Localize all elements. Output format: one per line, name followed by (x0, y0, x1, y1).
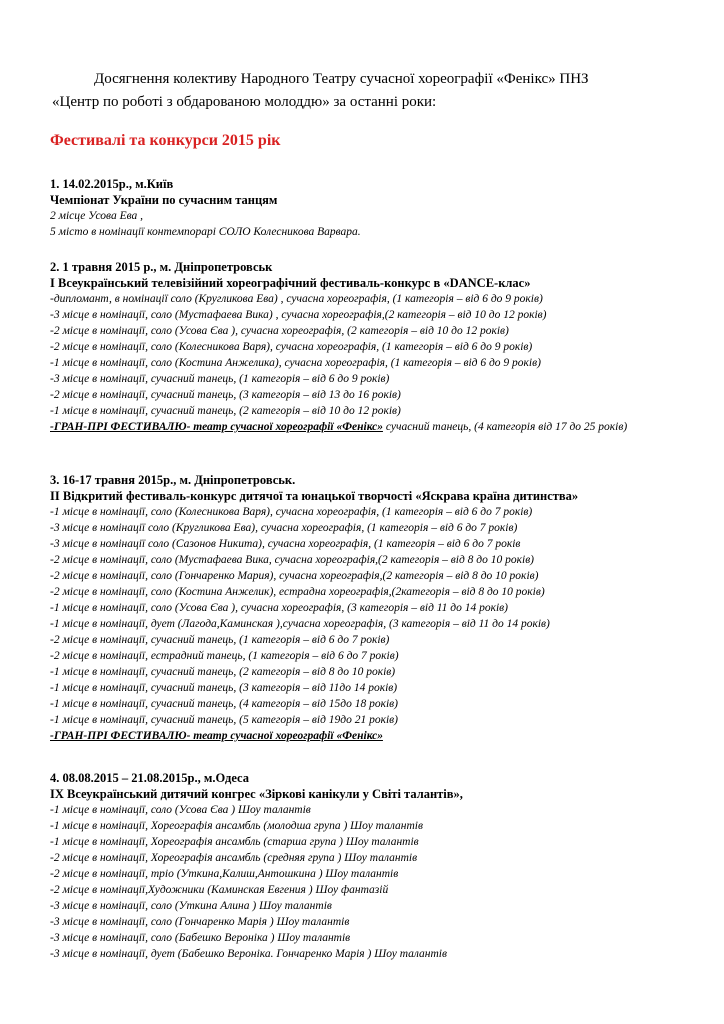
intro-line-1: Досягнення колективу Народного Театру сучасної хореографії «Фенікс» ПНЗ (94, 71, 589, 87)
event-4 (50, 770, 710, 962)
grand-prix-label: -ГРАН-ПРІ ФЕСТИВАЛЮ- театр сучасної хореографії «Фенікс» (50, 421, 383, 433)
event-header: 4. 08.08.2015 – 21.08.2015р., м.Одеса (50, 771, 249, 785)
award-line: -2 місце в номінації, сучасний танець, (3 категорія – від 13 до 16 років) (50, 389, 401, 401)
award-line: -3 місце в номінації соло (Сазонов Никита), сучасна хореографія, (1 категорія – від 6 до 7 років (50, 538, 521, 550)
award-line: -2 місце в номінації, сучасний танець, (1 категорія – від 6 до 7 років) (50, 634, 390, 646)
event-3 (50, 472, 710, 744)
award-line: 2 місце Усова Ева , (50, 210, 144, 222)
grand-prix-line (50, 419, 710, 435)
event-1 (50, 176, 710, 240)
award-line: -2 місце в номінації, соло (Гончаренко Мария), сучасна хореографія,(2 категорія – від 8 до 10 років) (50, 570, 539, 582)
award-line: -3 місце в номінації, дует (Бабешко Вероніка. Гончаренко Марія ) Шоу талантів (50, 948, 447, 960)
award-line: -1 місце в номінації, соло (Костина Анжелика), сучасна хореографія, (1 категорія – від 6 до 9 років) (50, 357, 541, 369)
grand-prix-label: -ГРАН-ПРІ ФЕСТИВАЛЮ- театр сучасної хореографії «Фенікс» (50, 730, 383, 742)
award-line: -3 місце в номінації, сучасний танець, (1 категорія – від 6 до 9 років) (50, 373, 390, 385)
award-line: -дипломант, в номінації соло (Кругликова Ева) , сучасна хореографія, (1 категорія – від 6 до 9 років) (50, 293, 543, 305)
award-line: -1 місце в номінації, сучасний танець, (2 категорія – від 10 до 12 років) (50, 405, 401, 417)
award-line: -1 місце в номінації, соло (Колесникова Варя), сучасна хореографія, (1 категорія – від 6 до 7 років) (50, 506, 533, 518)
grand-prix-line (50, 728, 710, 744)
grand-prix-detail: сучасний танець, (4 категорія від 17 до 25 років) (382, 421, 628, 433)
award-line: -1 місце в номінації, соло (Усова Єва ) Шоу талантів (50, 804, 311, 816)
award-line: -1 місце в номінації, сучасний танець, (3 категорія – від 11до 14 років) (50, 682, 398, 694)
award-line: -1 місце в номінації, сучасний танець, (5 категорія – від 19до 21 років) (50, 714, 398, 726)
award-line: -3 місце в номінації, соло (Уткина Алина ) Шоу талантів (50, 900, 332, 912)
award-line: -1 місце в номінації, Хореографія ансамбль (молодша група ) Шоу талантів (50, 820, 423, 832)
award-line: -2 місце в номінації,Художники (Каминская Евгения ) Шоу фантазій (50, 884, 389, 896)
award-line: -1 місце в номінації, соло (Усова Єва ), сучасна хореографія, (3 категорія – від 11 до 14 років) (50, 602, 508, 614)
event-header: 1. 14.02.2015р., м.Київ (50, 177, 174, 191)
award-line: -2 місце в номінації, соло (Мустафаева Вика, сучасна хореографія,(2 категорія – від 8 до 10 років) (50, 554, 535, 566)
award-line: -3 місце в номінації, соло (Бабешко Вероніка ) Шоу талантів (50, 932, 351, 944)
award-line: -2 місце в номінації, Хореографія ансамбль (средняя група ) Шоу талантів (50, 852, 418, 864)
award-line: -2 місце в номінації, соло (Колесникова Варя), сучасна хореографія, (1 категорія – від 6 до 9 років) (50, 341, 533, 353)
event-title: Чемпіонат України по сучасним танцям (50, 193, 278, 207)
award-line: -1 місце в номінації, Хореографія ансамбль (старша група ) Шоу талантів (50, 836, 419, 848)
section-heading: Фестивалі та конкурси 2015 рік (50, 132, 281, 149)
event-title: IX Всеукраїнський дитячий конгрес «Зіркові канікули у Світі талантів», (50, 787, 463, 801)
intro-line-2: «Центр по роботі з обдарованою молоддю» за останні роки: (52, 94, 437, 110)
event-header: 3. 16-17 травня 2015р., м. Дніпропетровськ. (50, 473, 296, 487)
award-line: -3 місце в номінації соло (Кругликова Ева), сучасна хореографія, (1 категорія – від 6 до 7 років) (50, 522, 518, 534)
award-line: -2 місце в номінації, соло (Костина Анжелик), естрадна хореографія,(2категорія – від 8 до 10 років) (50, 586, 545, 598)
award-line: -3 місце в номінації, соло (Мустафаева Вика) , сучасна хореографія,(2 категорія – від 10 до 12 років) (50, 309, 547, 321)
award-line: -1 місце в номінації, сучасний танець, (4 категорія – від 15до 18 років) (50, 698, 398, 710)
award-line: -3 місце в номінації, соло (Гончаренко Марія ) Шоу талантів (50, 916, 350, 928)
award-line: -1 місце в номінації, дует (Лагода,Каминская ),сучасна хореографія, (3 категорія – від 11 до 14 років) (50, 618, 550, 630)
award-line: -1 місце в номінації, сучасний танець, (2 категорія – від 8 до 10 років) (50, 666, 396, 678)
award-line: -2 місце в номінації, соло (Усова Єва ), сучасна хореографія, (2 категорія – від 10 до 12 років) (50, 325, 509, 337)
event-2 (50, 259, 710, 435)
event-header: 2. 1 травня 2015 р., м. Дніпропетровськ (50, 260, 273, 274)
award-line: 5 місто в номінації контемпорарі СОЛО Колесникова Варвара. (50, 226, 361, 238)
award-line: -2 місце в номінації, естрадний танець, (1 категорія – від 6 до 7 років) (50, 650, 399, 662)
event-title: І Всеукраїнський телевізійний хореографічний фестиваль-конкурс в «DANCE-клас» (50, 276, 531, 290)
event-title: ІІ Відкритий фестиваль-конкурс дитячої та юнацької творчості «Яскрава країна дитинства» (50, 489, 579, 503)
award-line: -2 місце в номінації, тріо (Уткина,Калиш,Антошкина ) Шоу талантів (50, 868, 399, 880)
